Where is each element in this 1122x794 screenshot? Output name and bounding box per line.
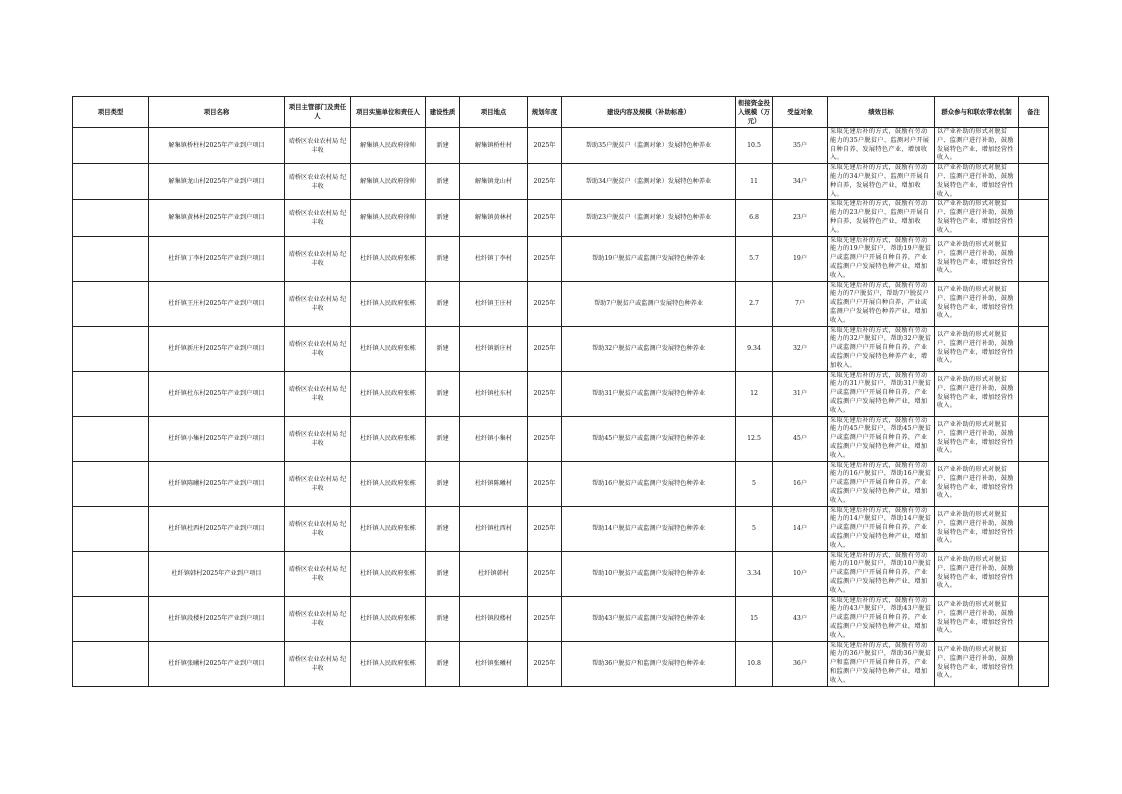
cell-project-name: 杜纤镇韩村2025年产业到户项目 xyxy=(149,551,285,596)
cell-project-location: 杜纤镇新庄村 xyxy=(460,326,528,371)
cell-project-type xyxy=(73,551,149,596)
cell-implementing-unit: 杜纤镇人民政府张栋 xyxy=(351,371,426,416)
cell-project-type xyxy=(73,164,149,200)
cell-construction-content: 帮助36户脱贫户和监测户发展特色种养业 xyxy=(562,641,736,686)
header-performance-goal: 绩效目标 xyxy=(828,97,935,128)
cell-project-type xyxy=(73,281,149,326)
cell-participation-mechanism: 以产业补助的形式对脱贫户、监测户进行补助，鼓励发展特色产业，增加经营性收入。 xyxy=(935,641,1019,686)
table-row xyxy=(73,461,1049,506)
header-supervising-dept: 项目主管部门及责任人 xyxy=(285,97,351,128)
cell-project-type xyxy=(73,641,149,686)
cell-performance-goal: 采取先建后补的方式，鼓励有劳动能力的31户脱贫户，帮助31户脱贫户或监测户户开展自种自养，产业或监测户户发展特色种产业，增加收入。 xyxy=(828,371,935,416)
cell-implementing-unit: 杜纤镇人民政府张栋 xyxy=(351,416,426,461)
cell-project-location: 杜纤镇杜西村 xyxy=(460,506,528,551)
cell-beneficiaries: 19户 xyxy=(773,236,828,281)
cell-construction-nature: 新建 xyxy=(426,641,460,686)
cell-project-location: 杜纤镇张曦村 xyxy=(460,641,528,686)
table-row xyxy=(73,416,1049,461)
cell-supervising-dept: 靖桥区农业农村局 纪丰收 xyxy=(285,281,351,326)
cell-remarks xyxy=(1019,371,1049,416)
cell-performance-goal: 采取先建后补的方式，鼓励有劳动能力的45户脱贫户，帮助45户脱贫户或监测户户开展自种自养，产业或监测户户发展特色种产业，增加收入。 xyxy=(828,416,935,461)
cell-fund-scale: 15 xyxy=(736,596,773,641)
cell-project-name: 杜纤镇杜西村2025年产业到户项目 xyxy=(149,506,285,551)
cell-participation-mechanism: 以产业补助的形式对脱贫户、监测户进行补助，鼓励发展特色产业，增加经营性收入。 xyxy=(935,164,1019,200)
cell-performance-goal: 采取先建后补的方式，鼓励有劳动能力的43户脱贫户，帮助43户脱贫户或监测户户开展自种自养，产业或监测户户发展特色种产业，增加收入。 xyxy=(828,596,935,641)
cell-supervising-dept: 靖桥区农业农村局 纪丰收 xyxy=(285,461,351,506)
cell-project-type xyxy=(73,326,149,371)
cell-construction-content: 帮助45户脱贫户或监测户发展特色种养业 xyxy=(562,416,736,461)
cell-remarks xyxy=(1019,416,1049,461)
cell-participation-mechanism: 以产业补助的形式对脱贫户、监测户进行补助，鼓励发展特色产业，增加经营性收入。 xyxy=(935,461,1019,506)
cell-fund-scale: 12 xyxy=(736,371,773,416)
cell-remarks xyxy=(1019,164,1049,200)
header-plan-year: 规划年度 xyxy=(528,97,562,128)
cell-implementing-unit: 杜纤镇人民政府张栋 xyxy=(351,641,426,686)
table-row xyxy=(73,236,1049,281)
cell-fund-scale: 9.34 xyxy=(736,326,773,371)
cell-fund-scale: 5 xyxy=(736,461,773,506)
header-beneficiaries: 受益对象 xyxy=(773,97,828,128)
cell-supervising-dept: 靖桥区农业农村局 纪丰收 xyxy=(285,551,351,596)
cell-construction-content: 帮助32户脱贫户或监测户发展特色种养业 xyxy=(562,326,736,371)
cell-implementing-unit: 杜纤镇人民政府张栋 xyxy=(351,461,426,506)
cell-supervising-dept: 靖桥区农业农村局 纪丰收 xyxy=(285,128,351,164)
table-row xyxy=(73,506,1049,551)
cell-project-type xyxy=(73,596,149,641)
cell-implementing-unit: 杜纤镇人民政府张栋 xyxy=(351,281,426,326)
cell-fund-scale: 3.34 xyxy=(736,551,773,596)
cell-project-name: 杜纤镇小集村2025年产业到户项目 xyxy=(149,416,285,461)
header-construction-nature: 建设性质 xyxy=(426,97,460,128)
cell-construction-content: 帮助34户脱贫户（监测对象）发展特色种养业 xyxy=(562,164,736,200)
cell-construction-nature: 新建 xyxy=(426,281,460,326)
cell-participation-mechanism: 以产业补助的形式对脱贫户、监测户进行补助，鼓励发展特色产业，增加经营性收入。 xyxy=(935,128,1019,164)
cell-plan-year: 2025年 xyxy=(528,326,562,371)
cell-supervising-dept: 靖桥区农业农村局 纪丰收 xyxy=(285,236,351,281)
cell-plan-year: 2025年 xyxy=(528,416,562,461)
table-row xyxy=(73,200,1049,236)
cell-plan-year: 2025年 xyxy=(528,236,562,281)
cell-participation-mechanism: 以产业补助的形式对脱贫户、监测户进行补助，鼓励发展特色产业，增加经营性收入。 xyxy=(935,416,1019,461)
cell-construction-nature: 新建 xyxy=(426,200,460,236)
cell-project-name: 解集镇龙山村2025年产业到户项目 xyxy=(149,164,285,200)
cell-supervising-dept: 靖桥区农业农村局 纪丰收 xyxy=(285,200,351,236)
cell-construction-nature: 新建 xyxy=(426,506,460,551)
cell-performance-goal: 采取先建后补的方式，鼓励有劳动能力的35户脱贫户、监测对户开展自种自养，发展特色产业，增加收入。 xyxy=(828,128,935,164)
cell-construction-nature: 新建 xyxy=(426,551,460,596)
cell-implementing-unit: 解集镇人民政府徐帅 xyxy=(351,164,426,200)
cell-construction-content: 帮助7户脱贫户或监测户发展特色种养业 xyxy=(562,281,736,326)
cell-implementing-unit: 杜纤镇人民政府张栋 xyxy=(351,506,426,551)
header-construction-content: 建设内容及规模（补助标准） xyxy=(562,97,736,128)
cell-plan-year: 2025年 xyxy=(528,551,562,596)
cell-fund-scale: 6.8 xyxy=(736,200,773,236)
cell-beneficiaries: 35户 xyxy=(773,128,828,164)
cell-fund-scale: 5 xyxy=(736,506,773,551)
cell-project-name: 杜纤镇王庄村2025年产业到户项目 xyxy=(149,281,285,326)
cell-project-location: 杜纤镇王庄村 xyxy=(460,281,528,326)
cell-participation-mechanism: 以产业补助的形式对脱贫户、监测户进行补助，鼓励发展特色产业，增加经营性收入。 xyxy=(935,236,1019,281)
cell-remarks xyxy=(1019,596,1049,641)
project-table xyxy=(72,96,1049,687)
header-row xyxy=(73,97,1049,128)
cell-beneficiaries: 31户 xyxy=(773,371,828,416)
cell-construction-content: 帮助14户脱贫户或监测户发展特色种养业 xyxy=(562,506,736,551)
cell-project-name: 杜纤镇张曦村2025年产业到户项目 xyxy=(149,641,285,686)
cell-beneficiaries: 14户 xyxy=(773,506,828,551)
cell-beneficiaries: 45户 xyxy=(773,416,828,461)
cell-construction-nature: 新建 xyxy=(426,164,460,200)
cell-beneficiaries: 16户 xyxy=(773,461,828,506)
cell-project-location: 解集镇桥柱村 xyxy=(460,128,528,164)
cell-performance-goal: 采取先建后补的方式，鼓励有劳动能力的10户脱贫户，帮助10户脱贫户或监测户户开展自种自养，产业或监测户户发展特色种产业，增加收入。 xyxy=(828,551,935,596)
cell-participation-mechanism: 以产业补助的形式对脱贫户、监测户进行补助，鼓励发展特色产业，增加经营性收入。 xyxy=(935,281,1019,326)
cell-implementing-unit: 杜纤镇人民政府张栋 xyxy=(351,236,426,281)
cell-project-location: 杜纤镇杜东村 xyxy=(460,371,528,416)
header-remarks: 备注 xyxy=(1019,97,1049,128)
cell-performance-goal: 采取先建后补的方式，鼓励有劳动能力的14户脱贫户，帮助14户脱贫户或监测户户开展自种自养，产业或监测户户发展特色种产业，增加收入。 xyxy=(828,506,935,551)
cell-plan-year: 2025年 xyxy=(528,641,562,686)
cell-project-name: 杜纤镇杜东村2025年产业到户项目 xyxy=(149,371,285,416)
cell-project-type xyxy=(73,416,149,461)
cell-project-location: 解集镇龙山村 xyxy=(460,164,528,200)
cell-beneficiaries: 43户 xyxy=(773,596,828,641)
cell-project-name: 杜纤镇丁李村2025年产业到户项目 xyxy=(149,236,285,281)
cell-participation-mechanism: 以产业补助的形式对脱贫户、监测户进行补助，鼓励发展特色产业，增加经营性收入。 xyxy=(935,551,1019,596)
cell-performance-goal: 采取先建后补的方式，鼓励有劳动能力的19户脱贫户，帮助19户脱贫户或监测户户开展自种自养，产业或监测户户发展特色种产业，增加收入。 xyxy=(828,236,935,281)
cell-project-location: 杜纤镇韩村 xyxy=(460,551,528,596)
table-row xyxy=(73,326,1049,371)
cell-construction-nature: 新建 xyxy=(426,371,460,416)
cell-project-name: 解集镇黄林村2025年产业到户项目 xyxy=(149,200,285,236)
cell-fund-scale: 10.5 xyxy=(736,128,773,164)
cell-fund-scale: 10.8 xyxy=(736,641,773,686)
cell-supervising-dept: 靖桥区农业农村局 纪丰收 xyxy=(285,641,351,686)
cell-remarks xyxy=(1019,506,1049,551)
cell-project-location: 杜纤镇段楼村 xyxy=(460,596,528,641)
cell-remarks xyxy=(1019,326,1049,371)
cell-project-type xyxy=(73,128,149,164)
cell-construction-content: 帮助43户脱贫户或监测户发展特色种养业 xyxy=(562,596,736,641)
table-row xyxy=(73,596,1049,641)
cell-implementing-unit: 解集镇人民政府徐帅 xyxy=(351,200,426,236)
cell-plan-year: 2025年 xyxy=(528,371,562,416)
cell-fund-scale: 2.7 xyxy=(736,281,773,326)
cell-performance-goal: 采取先建后补的方式，鼓励有劳动能力的7户脱贫户，帮助7户脱贫户或监测户户开展自种自养，产业或监测户户发展特色种养产业，增加收入。 xyxy=(828,281,935,326)
table-row xyxy=(73,551,1049,596)
cell-project-name: 杜纤镇段楼村2025年产业到户项目 xyxy=(149,596,285,641)
cell-project-location: 解集镇黄林村 xyxy=(460,200,528,236)
cell-participation-mechanism: 以产业补助的形式对脱贫户、监测户进行补助，鼓励发展特色产业，增加经营性收入。 xyxy=(935,371,1019,416)
cell-construction-content: 帮助35户脱贫户（监测对象）发展特色种养业 xyxy=(562,128,736,164)
cell-project-name: 杜纤镇陈曦村2025年产业到户项目 xyxy=(149,461,285,506)
cell-remarks xyxy=(1019,461,1049,506)
cell-performance-goal: 采取先建后补的方式，鼓励有劳动能力的16户脱贫户，帮助16户脱贫户或监测户户开展自种自养，产业或监测户户发展特色种产业，增加收入。 xyxy=(828,461,935,506)
table-row xyxy=(73,371,1049,416)
cell-plan-year: 2025年 xyxy=(528,506,562,551)
cell-remarks xyxy=(1019,236,1049,281)
cell-construction-nature: 新建 xyxy=(426,416,460,461)
cell-supervising-dept: 靖桥区农业农村局 纪丰收 xyxy=(285,371,351,416)
cell-construction-content: 帮助16户脱贫户或监测户发展特色种养业 xyxy=(562,461,736,506)
cell-implementing-unit: 解集镇人民政府徐帅 xyxy=(351,128,426,164)
cell-beneficiaries: 23户 xyxy=(773,200,828,236)
cell-performance-goal: 采取先建后补的方式，鼓励有劳动能力的23户脱贫户、监测户开展自种自养，发展特色产业，增加收入。 xyxy=(828,200,935,236)
header-project-type: 项目类型 xyxy=(73,97,149,128)
cell-project-type xyxy=(73,461,149,506)
cell-project-type xyxy=(73,236,149,281)
cell-project-location: 杜纤镇陈曦村 xyxy=(460,461,528,506)
cell-supervising-dept: 靖桥区农业农村局 纪丰收 xyxy=(285,416,351,461)
cell-supervising-dept: 靖桥区农业农村局 纪丰收 xyxy=(285,326,351,371)
cell-implementing-unit: 杜纤镇人民政府张栋 xyxy=(351,551,426,596)
cell-performance-goal: 采取先建后补的方式，鼓励有劳动能力的34户脱贫户、监测户开展自种自养，发展特色产业，增加收入。 xyxy=(828,164,935,200)
cell-fund-scale: 12.5 xyxy=(736,416,773,461)
cell-construction-nature: 新建 xyxy=(426,461,460,506)
header-project-location: 项目地点 xyxy=(460,97,528,128)
cell-plan-year: 2025年 xyxy=(528,164,562,200)
cell-beneficiaries: 32户 xyxy=(773,326,828,371)
cell-beneficiaries: 10户 xyxy=(773,551,828,596)
cell-construction-content: 帮助19户脱贫户或监测户发展特色种养业 xyxy=(562,236,736,281)
cell-performance-goal: 采取先建后补的方式，鼓励有劳动能力的32户脱贫户，帮助32户脱贫户或监测户户开展自种自养，产业或监测户户发展特色种养产业，增加收入。 xyxy=(828,326,935,371)
cell-construction-nature: 新建 xyxy=(426,128,460,164)
cell-construction-content: 帮助31户脱贫户或监测户发展特色种养业 xyxy=(562,371,736,416)
header-fund-scale: 衔接资金投入规模（万元） xyxy=(736,97,773,128)
cell-remarks xyxy=(1019,128,1049,164)
cell-supervising-dept: 靖桥区农业农村局 纪丰收 xyxy=(285,164,351,200)
cell-remarks xyxy=(1019,641,1049,686)
cell-plan-year: 2025年 xyxy=(528,128,562,164)
cell-beneficiaries: 34户 xyxy=(773,164,828,200)
cell-construction-nature: 新建 xyxy=(426,596,460,641)
table-row xyxy=(73,281,1049,326)
table-row xyxy=(73,128,1049,164)
cell-performance-goal: 采取先建后补的方式，鼓励有劳动能力的36户脱贫户，帮助36户脱贫户和监测户户开展自种自养，产业和监测户户发展特色种产业，增加收入。 xyxy=(828,641,935,686)
cell-project-name: 解集镇桥柱村2025年产业到户项目 xyxy=(149,128,285,164)
header-implementing-unit: 项目实施单位和责任人 xyxy=(351,97,426,128)
cell-project-type xyxy=(73,371,149,416)
table-row xyxy=(73,164,1049,200)
cell-construction-nature: 新建 xyxy=(426,236,460,281)
cell-implementing-unit: 杜纤镇人民政府张栋 xyxy=(351,596,426,641)
cell-project-type xyxy=(73,506,149,551)
cell-fund-scale: 11 xyxy=(736,164,773,200)
cell-project-name: 杜纤镇新庄村2025年产业到户项目 xyxy=(149,326,285,371)
cell-participation-mechanism: 以产业补助的形式对脱贫户、监测户进行补助，鼓励发展特色产业，增加经营性收入。 xyxy=(935,326,1019,371)
cell-construction-nature: 新建 xyxy=(426,326,460,371)
cell-construction-content: 帮助23户脱贫户（监测对象）发展特色种养业 xyxy=(562,200,736,236)
cell-fund-scale: 5.7 xyxy=(736,236,773,281)
cell-beneficiaries: 7户 xyxy=(773,281,828,326)
cell-beneficiaries: 36户 xyxy=(773,641,828,686)
cell-plan-year: 2025年 xyxy=(528,281,562,326)
cell-plan-year: 2025年 xyxy=(528,461,562,506)
cell-construction-content: 帮助10户脱贫户或监测户发展特色种养业 xyxy=(562,551,736,596)
cell-participation-mechanism: 以产业补助的形式对脱贫户、监测户进行补助，鼓励发展特色产业，增加经营性收入。 xyxy=(935,200,1019,236)
cell-supervising-dept: 靖桥区农业农村局 纪丰收 xyxy=(285,596,351,641)
cell-implementing-unit: 杜纤镇人民政府张栋 xyxy=(351,326,426,371)
cell-remarks xyxy=(1019,551,1049,596)
cell-plan-year: 2025年 xyxy=(528,200,562,236)
cell-participation-mechanism: 以产业补助的形式对脱贫户、监测户进行补助，鼓励发展特色产业，增加经营性收入。 xyxy=(935,596,1019,641)
header-participation-mechanism: 群众参与和联农带农机制 xyxy=(935,97,1019,128)
cell-supervising-dept: 靖桥区农业农村局 纪丰收 xyxy=(285,506,351,551)
cell-project-type xyxy=(73,200,149,236)
cell-remarks xyxy=(1019,281,1049,326)
cell-participation-mechanism: 以产业补助的形式对脱贫户、监测户进行补助，鼓励发展特色产业，增加经营性收入。 xyxy=(935,506,1019,551)
header-project-name: 项目名称 xyxy=(149,97,285,128)
cell-plan-year: 2025年 xyxy=(528,596,562,641)
table-row xyxy=(73,641,1049,686)
cell-remarks xyxy=(1019,200,1049,236)
cell-project-location: 杜纤镇小集村 xyxy=(460,416,528,461)
cell-project-location: 杜纤镇丁李村 xyxy=(460,236,528,281)
